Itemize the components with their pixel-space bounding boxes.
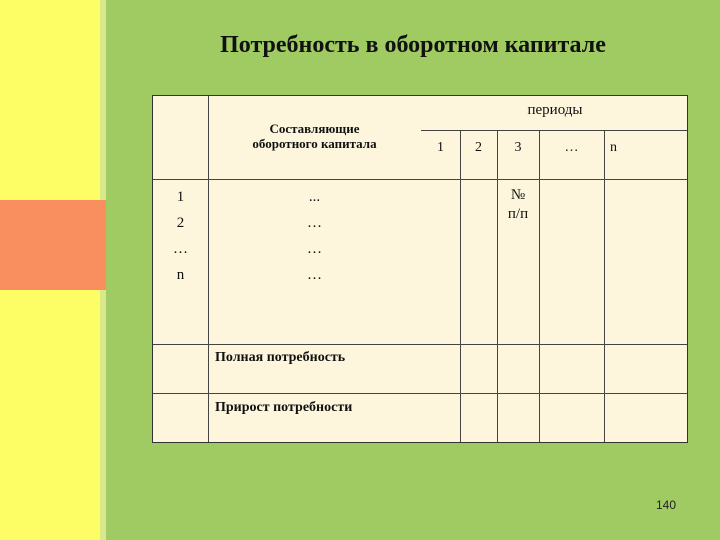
- components-header-line2: оборотного капитала: [252, 136, 377, 151]
- period-col-1: 1: [437, 140, 444, 155]
- periods-header: периоды: [527, 102, 583, 118]
- row-number: 1: [176, 189, 185, 205]
- table-hline: [153, 344, 687, 345]
- table-vline: [604, 130, 605, 442]
- total-need-label: Полная потребность: [215, 350, 346, 365]
- note-line2: п/п: [507, 206, 529, 222]
- component-item: …: [307, 267, 322, 283]
- row-numbers: [153, 184, 208, 288]
- table-vline: [497, 130, 498, 442]
- component-item: ...: [308, 189, 321, 205]
- period-col-n: n: [610, 140, 617, 155]
- page-number: 140: [655, 498, 676, 512]
- component-items: [208, 184, 421, 288]
- working-capital-table: [152, 95, 688, 443]
- note-line1: №: [510, 187, 526, 203]
- table-vline: [460, 130, 461, 442]
- table-hline: [153, 393, 687, 394]
- components-header-line1: Составляющие: [269, 121, 360, 136]
- row-number: …: [173, 241, 188, 257]
- table-hline: [153, 179, 687, 180]
- need-increase-label: Прирост потребности: [215, 400, 353, 415]
- slide-title: Потребность в оборотном капитале: [220, 32, 606, 58]
- component-item: …: [307, 241, 322, 257]
- table-vline: [539, 130, 540, 442]
- periods-underline: [421, 130, 687, 131]
- component-item: …: [307, 215, 322, 231]
- row-number: n: [176, 267, 185, 283]
- sequence-number-note: [497, 186, 539, 224]
- orange-accent-block: [0, 200, 106, 290]
- period-col-3: 3: [514, 140, 522, 155]
- row-number: 2: [176, 215, 185, 231]
- period-col-2: 2: [475, 140, 482, 155]
- components-header: [208, 121, 421, 151]
- period-col-ellipsis: …: [564, 140, 579, 155]
